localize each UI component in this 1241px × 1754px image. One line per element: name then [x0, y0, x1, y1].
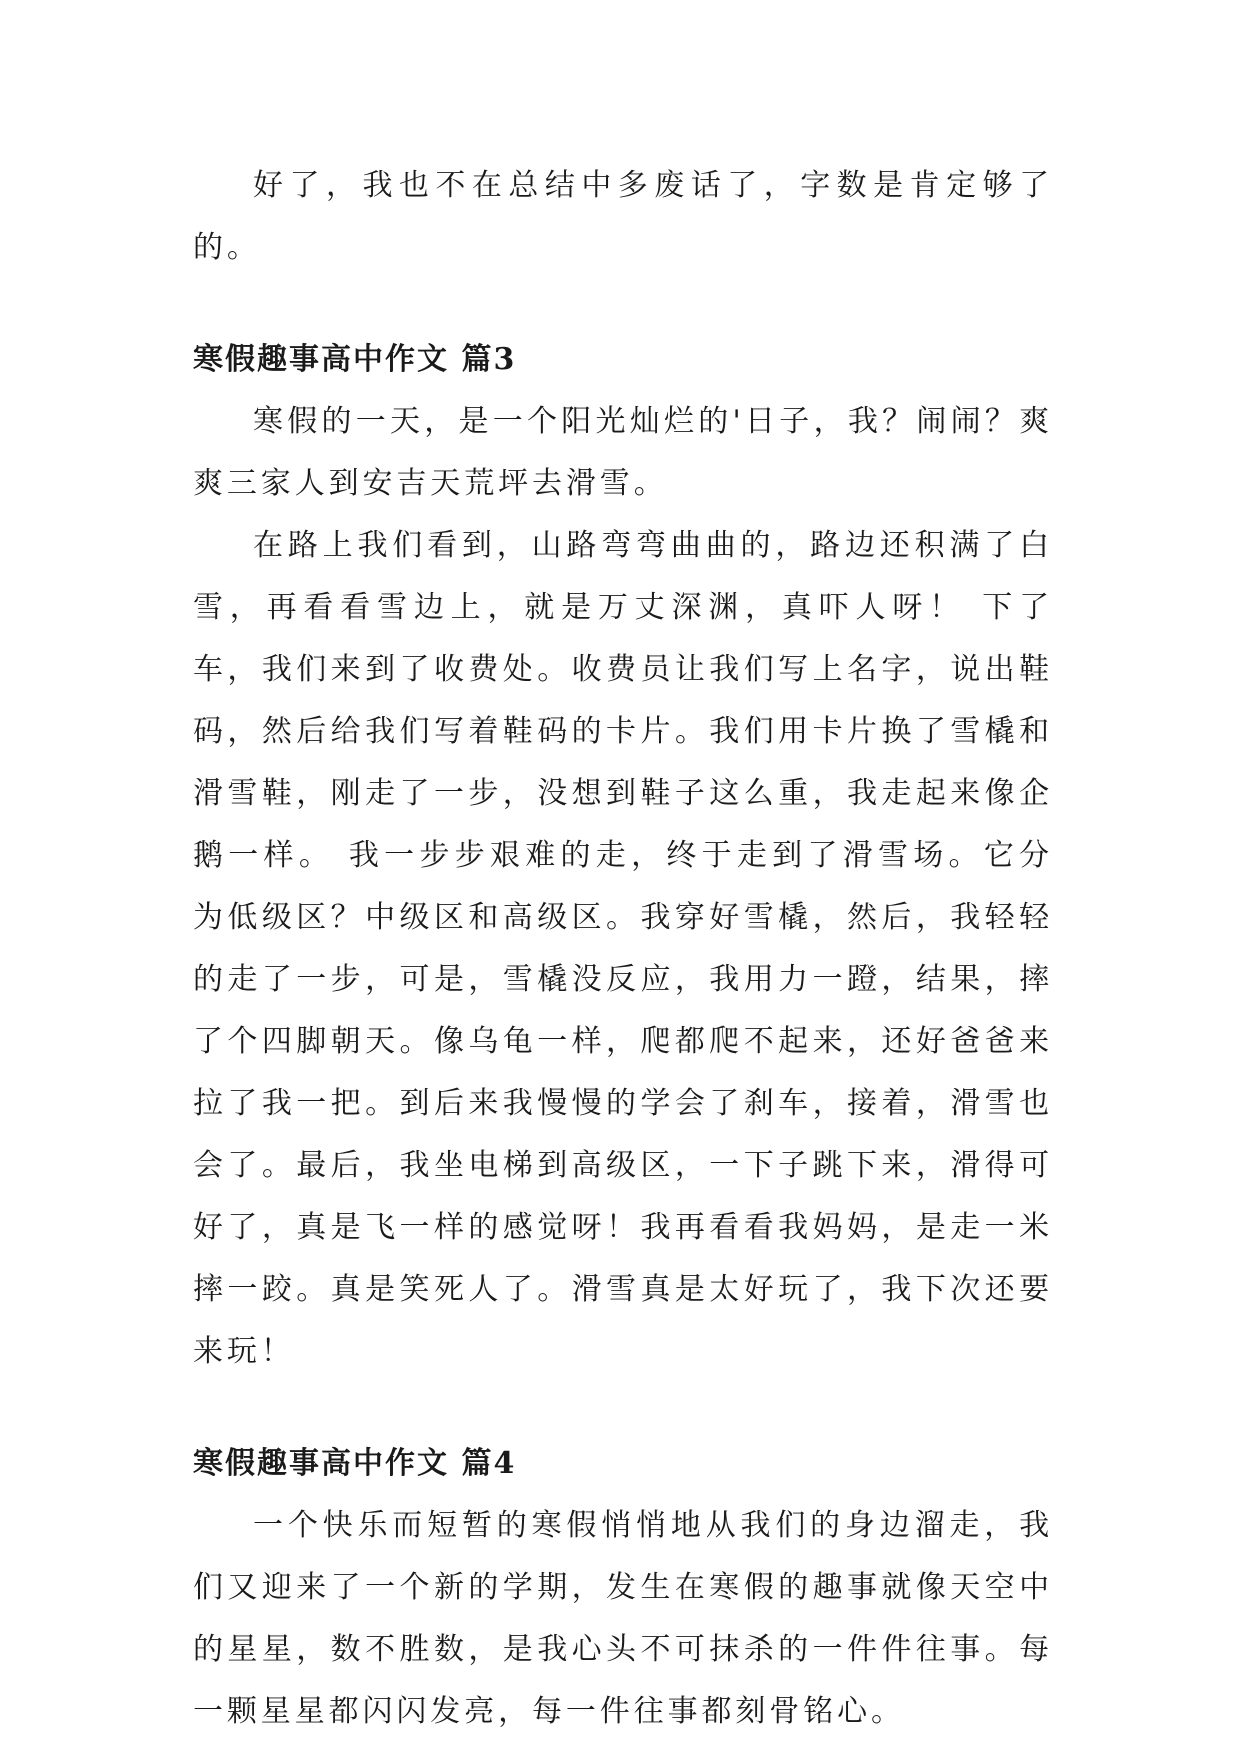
section-gap	[193, 279, 1053, 329]
section-3	[193, 329, 1053, 1383]
document-page	[193, 155, 1053, 1743]
intro-paragraph: 好了，我也不在总结中多废话了，字数是肯定够了的。	[193, 168, 1053, 265]
section-paragraph: 寒假的一天，是一个阳光灿烂的'日子，我？闹闹？爽爽三家人到安吉天荒坪去滑雪。	[193, 404, 1053, 501]
section-title: 寒假趣事高中作文 篇3	[193, 342, 517, 377]
section-4	[193, 1433, 1053, 1743]
section-paragraph: 一个快乐而短暂的寒假悄悄地从我们的身边溜走，我们又迎来了一个新的学期，发生在寒假的趣事就像天空中的星星，数不胜数，是我心头不可抹杀的一件件往事。每一颗星星都闪闪发亮，每一件往事都刻骨铭心。	[193, 1508, 1053, 1729]
section-title: 寒假趣事高中作文 篇4	[193, 1446, 517, 1481]
section-gap	[193, 1383, 1053, 1433]
section-paragraph: 在路上我们看到，山路弯弯曲曲的，路边还积满了白雪，再看看雪边上，就是万丈深渊，真吓人呀！ 下了车，我们来到了收费处。收费员让我们写上名字，说出鞋码，然后给我们写着鞋码的卡片。我们用卡片换了雪橇和滑雪鞋，刚走了一步，没想到鞋子这么重，我走起来像企鹅一样。 我一步步艰难的走，终于走到了滑雪场。它分为低级区？中级区和高级区。我穿好雪橇，然后，我轻轻的走了一步，可是，雪橇没反应，我用力一蹬，结果，摔了个四脚朝天。像乌龟一样，爬都爬不起来，还好爸爸来拉了我一把。到后来我慢慢的学会了刹车，接着，滑雪也会了。最后，我坐电梯到高级区，一下子跳下来，滑得可好了，真是飞一样的感觉呀！我再看看我妈妈，是走一米摔一跤。真是笑死人了。滑雪真是太好玩了，我下次还要来玩！	[193, 528, 1053, 1369]
